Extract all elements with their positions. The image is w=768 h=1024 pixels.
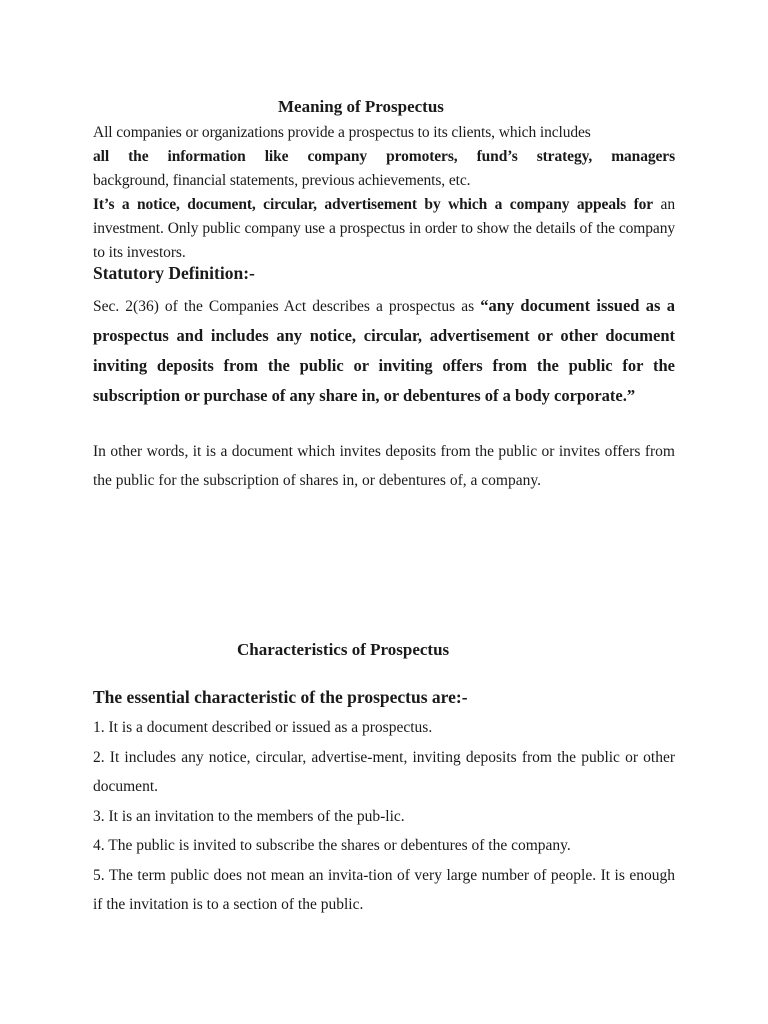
list-item: 5. The term public does not mean an invita-tion of very large number of people. It is enough if the invitation is to a section of the public. bbox=[93, 866, 675, 913]
definition-quote: “any document issued as a prospectus and includes any notice, circular, advertisement or other document inviting deposits from the public or inviting offers from the public for the subscription or purchase of any share in, or debentures of a body corporate.” bbox=[93, 296, 675, 405]
statutory-heading: Statutory Definition:- bbox=[93, 263, 255, 283]
list-item: 4. The public is invited to subscribe the shares or debentures of the company. bbox=[93, 837, 571, 854]
list-item: 3. It is an invitation to the members of the pub-lic. bbox=[93, 807, 405, 825]
meaning-line-1: All companies or organizations provide a prospectus to its clients, which includes bbox=[93, 124, 591, 141]
list-item: 1. It is a document described or issued as a prospectus. bbox=[93, 719, 433, 736]
meaning-paragraph-2 bbox=[93, 193, 675, 265]
meaning-line-2-bold: all the information like company promoters, fund’s strategy, managers bbox=[93, 148, 675, 165]
characteristics-intro: The essential characteristic of the prospectus are:- bbox=[93, 687, 468, 707]
meaning-paragraph-1 bbox=[93, 121, 675, 193]
characteristics-title: Characteristics of Prospectus bbox=[237, 640, 450, 659]
definition-intro: Sec. 2(36) of the Companies Act describes a prospectus as bbox=[93, 298, 481, 315]
statutory-definition bbox=[93, 291, 675, 411]
meaning-para2-rest: an investment. Only public company use a prospectus in order to show the details of the company to its investors. bbox=[93, 196, 675, 261]
meaning-para2-bold: It’s a notice, document, circular, advertisement by which a company appeals for bbox=[93, 196, 654, 213]
list-item: 2. It includes any notice, circular, advertise-ment, inviting deposits from the public or other document. bbox=[93, 748, 675, 795]
other-words-paragraph: In other words, it is a document which invites deposits from the public or invites offers from the public for the subscription of shares in, or debentures of, a company. bbox=[93, 443, 675, 489]
characteristics-list bbox=[93, 713, 675, 920]
meaning-title: Meaning of Prospectus bbox=[278, 97, 444, 116]
meaning-line-3: background, financial statements, previous achievements, etc. bbox=[93, 172, 471, 189]
